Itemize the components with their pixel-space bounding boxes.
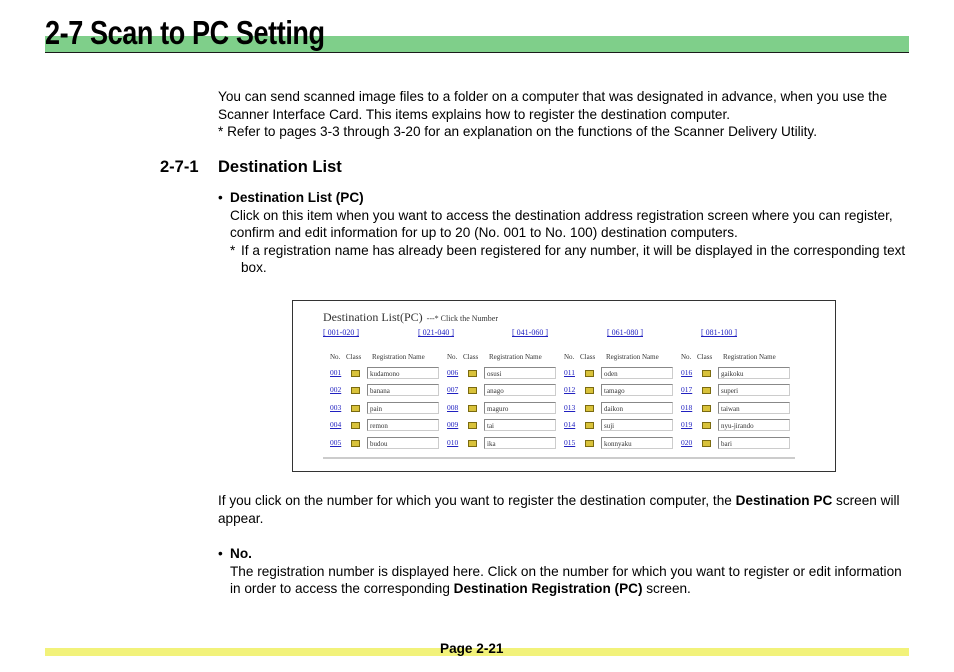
registration-number-link[interactable]: 019: [681, 420, 693, 429]
registration-number-link[interactable]: 018: [681, 403, 693, 412]
registration-name-field[interactable]: tamago: [601, 384, 673, 396]
bullet-text-bold: Destination Registration (PC): [453, 581, 643, 596]
registration-name-field[interactable]: superi: [718, 384, 790, 396]
registration-number-link[interactable]: 012: [564, 385, 576, 394]
bullet-destination-list: [218, 189, 910, 277]
registration-number-link[interactable]: 010: [447, 438, 459, 447]
range-link[interactable]: [ 061-080 ]: [607, 328, 643, 337]
folder-icon: [702, 370, 711, 377]
registration-number-link[interactable]: 015: [564, 438, 576, 447]
after-bold: Destination PC: [735, 493, 833, 508]
registration-name-field[interactable]: maguro: [484, 402, 556, 414]
screenshot-hint: ---* Click the Number: [426, 314, 498, 323]
folder-icon: [702, 440, 711, 447]
page-number: Page 2-21: [440, 641, 504, 656]
after-tail: screen will appear.: [218, 493, 900, 526]
section-title: Destination List: [218, 158, 342, 176]
intro-note: * Refer to pages 3-3 through 3-20 for an explanation on the functions of the Scanner Delivery Utility.: [218, 124, 817, 139]
destination-list-screenshot: [292, 300, 836, 472]
folder-icon: [351, 405, 360, 412]
registration-name-field[interactable]: nyu-jirando: [718, 419, 790, 431]
registration-name-field[interactable]: tai: [484, 419, 556, 431]
range-link[interactable]: [ 001-020 ]: [323, 328, 359, 337]
folder-icon: [702, 387, 711, 394]
column-header: Class: [463, 353, 479, 361]
range-link[interactable]: [ 081-100 ]: [701, 328, 737, 337]
bullet-dot: •: [218, 190, 223, 205]
bullet-no: [218, 545, 910, 598]
after-text: If you click on the number for which you want to register the destination computer, the: [218, 493, 736, 508]
folder-icon: [351, 422, 360, 429]
column-header: No.: [447, 353, 458, 361]
bullet-text: [230, 563, 910, 598]
bullet-text-main: The registration number is displayed here. Click on the number for which you want to register or edit information in order to access the corresponding: [230, 563, 902, 596]
range-link[interactable]: [ 021-040 ]: [418, 328, 454, 337]
registration-name-field[interactable]: konnyaku: [601, 437, 673, 449]
registration-name-field[interactable]: oden: [601, 367, 673, 379]
registration-name-field[interactable]: daikon: [601, 402, 673, 414]
registration-name-field[interactable]: kudamono: [367, 367, 439, 379]
bullet-note: [230, 242, 910, 277]
folder-icon: [468, 422, 477, 429]
asterisk: *: [230, 242, 236, 258]
column-header: Class: [580, 353, 596, 361]
registration-number-link[interactable]: 009: [447, 420, 459, 429]
folder-icon: [702, 422, 711, 429]
column-header: Registration Name: [372, 353, 425, 361]
registration-number-link[interactable]: 017: [681, 385, 693, 394]
bullet-text: Click on this item when you want to access the destination address registration screen where you can register, confirm and edit information for up to 20 (No. 001 to No. 100) destination computers.: [230, 207, 893, 240]
folder-icon: [468, 440, 477, 447]
section-number: 2-7-1: [160, 158, 199, 176]
registration-number-link[interactable]: 003: [330, 403, 342, 412]
folder-icon: [585, 387, 594, 394]
folder-icon: [351, 370, 360, 377]
column-header: No.: [330, 353, 341, 361]
registration-name-field[interactable]: banana: [367, 384, 439, 396]
folder-icon: [351, 387, 360, 394]
registration-number-link[interactable]: 016: [681, 368, 693, 377]
after-screenshot-text: [218, 492, 908, 527]
registration-number-link[interactable]: 002: [330, 385, 342, 394]
registration-name-field[interactable]: gaikoku: [718, 367, 790, 379]
registration-number-link[interactable]: 013: [564, 403, 576, 412]
section-heading: [160, 158, 342, 177]
bullet-note-text: If a registration name has already been registered for any number, it will be displayed in the corresponding text box.: [241, 242, 906, 275]
column-header: No.: [681, 353, 692, 361]
intro-text: [218, 88, 918, 141]
registration-number-link[interactable]: 011: [564, 368, 575, 377]
column-header: Class: [697, 353, 713, 361]
folder-icon: [468, 405, 477, 412]
registration-name-field[interactable]: remon: [367, 419, 439, 431]
registration-name-field[interactable]: taiwan: [718, 402, 790, 414]
registration-number-link[interactable]: 014: [564, 420, 576, 429]
registration-number-link[interactable]: 008: [447, 403, 459, 412]
folder-icon: [351, 440, 360, 447]
screenshot-rule: [323, 457, 795, 459]
registration-number-link[interactable]: 001: [330, 368, 342, 377]
registration-name-field[interactable]: suji: [601, 419, 673, 431]
registration-number-link[interactable]: 007: [447, 385, 459, 394]
screenshot-title-text: Destination List(PC): [323, 310, 423, 324]
registration-number-link[interactable]: 020: [681, 438, 693, 447]
screenshot-title: [323, 310, 498, 325]
folder-icon: [585, 422, 594, 429]
registration-number-link[interactable]: 005: [330, 438, 342, 447]
column-header: Registration Name: [723, 353, 776, 361]
range-link[interactable]: [ 041-060 ]: [512, 328, 548, 337]
registration-name-field[interactable]: osusi: [484, 367, 556, 379]
registration-name-field[interactable]: budou: [367, 437, 439, 449]
registration-number-link[interactable]: 006: [447, 368, 459, 377]
folder-icon: [468, 370, 477, 377]
registration-name-field[interactable]: anago: [484, 384, 556, 396]
bullet-text-tail: screen.: [642, 581, 691, 596]
bullet-title: No.: [230, 546, 252, 561]
registration-name-field[interactable]: ika: [484, 437, 556, 449]
page-title: 2-7 Scan to PC Setting: [45, 14, 325, 51]
bullet-dot: •: [218, 546, 223, 561]
folder-icon: [585, 405, 594, 412]
folder-icon: [702, 405, 711, 412]
registration-name-field[interactable]: bari: [718, 437, 790, 449]
column-header: Registration Name: [489, 353, 542, 361]
header-rule: [45, 52, 909, 53]
folder-icon: [468, 387, 477, 394]
bullet-title: Destination List (PC): [230, 190, 364, 205]
column-header: No.: [564, 353, 575, 361]
folder-icon: [585, 440, 594, 447]
column-header: Class: [346, 353, 362, 361]
column-header: Registration Name: [606, 353, 659, 361]
registration-number-link[interactable]: 004: [330, 420, 342, 429]
folder-icon: [585, 370, 594, 377]
registration-name-field[interactable]: pain: [367, 402, 439, 414]
intro-paragraph: You can send scanned image files to a folder on a computer that was designated in advance, when you use the Scanner Interface Card. This items explains how to register the destination computer.: [218, 89, 888, 122]
